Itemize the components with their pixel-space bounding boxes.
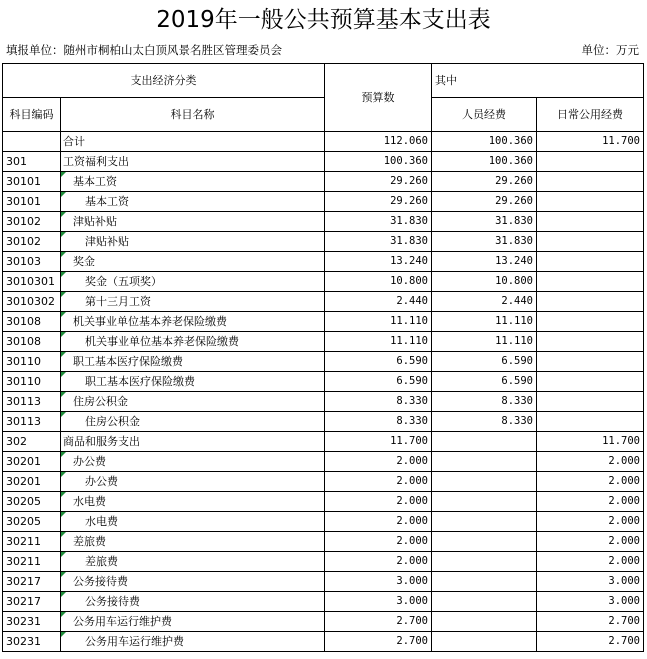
cell-budget: 29.260 (325, 192, 432, 212)
table-row (3, 452, 644, 472)
cell-personnel (432, 532, 537, 552)
header-budget: 预算数 (325, 64, 432, 132)
cell-name: 公务接待费 (61, 572, 325, 592)
cell-personnel: 8.330 (432, 412, 537, 432)
cell-code: 3010301 (3, 272, 61, 292)
cell-personnel: 100.360 (432, 152, 537, 172)
table-row (3, 252, 644, 272)
cell-name: 奖金（五项奖） (61, 272, 325, 292)
cell-public (537, 332, 644, 352)
header-name: 科目名称 (61, 98, 325, 132)
cell-code: 30231 (3, 612, 61, 632)
cell-code: 30211 (3, 552, 61, 572)
cell-budget: 31.830 (325, 212, 432, 232)
cell-name: 办公费 (61, 452, 325, 472)
cell-public (537, 412, 644, 432)
table-row (3, 492, 644, 512)
cell-name: 津贴补贴 (61, 232, 325, 252)
header-of-which: 其中 (432, 64, 644, 98)
cell-personnel: 11.110 (432, 332, 537, 352)
table-row (3, 592, 644, 612)
cell-budget: 112.060 (325, 132, 432, 152)
cell-personnel: 6.590 (432, 352, 537, 372)
cell-budget: 2.700 (325, 612, 432, 632)
cell-code: 30110 (3, 372, 61, 392)
table-row (3, 152, 644, 172)
cell-name: 住房公积金 (61, 392, 325, 412)
cell-personnel: 2.440 (432, 292, 537, 312)
cell-budget: 2.000 (325, 532, 432, 552)
cell-code: 301 (3, 152, 61, 172)
cell-public: 2.000 (537, 492, 644, 512)
cell-public: 2.000 (537, 552, 644, 572)
cell-code: 30103 (3, 252, 61, 272)
table-row (3, 352, 644, 372)
table-row (3, 292, 644, 312)
cell-code: 302 (3, 432, 61, 452)
cell-budget: 3.000 (325, 592, 432, 612)
cell-budget: 8.330 (325, 412, 432, 432)
header-personnel: 人员经费 (432, 98, 537, 132)
cell-personnel: 100.360 (432, 132, 537, 152)
cell-code: 30211 (3, 532, 61, 552)
cell-public: 2.000 (537, 472, 644, 492)
table-row (3, 172, 644, 192)
cell-budget: 10.800 (325, 272, 432, 292)
cell-budget: 2.700 (325, 632, 432, 652)
cell-public (537, 152, 644, 172)
cell-code: 30217 (3, 572, 61, 592)
cell-personnel: 29.260 (432, 192, 537, 212)
table-row (3, 512, 644, 532)
cell-personnel (432, 472, 537, 492)
cell-personnel (432, 592, 537, 612)
table-row (3, 552, 644, 572)
cell-personnel: 31.830 (432, 212, 537, 232)
header-public: 日常公用经费 (537, 98, 644, 132)
table-row (3, 312, 644, 332)
cell-public: 2.700 (537, 632, 644, 652)
cell-budget: 11.700 (325, 432, 432, 452)
cell-budget: 6.590 (325, 352, 432, 372)
header-code: 科目编码 (3, 98, 61, 132)
cell-public: 2.700 (537, 612, 644, 632)
cell-name: 基本工资 (61, 192, 325, 212)
cell-personnel: 11.110 (432, 312, 537, 332)
cell-budget: 2.000 (325, 472, 432, 492)
page-title: 2019年一般公共预算基本支出表 (156, 7, 491, 33)
cell-name: 商品和服务支出 (61, 432, 325, 452)
cell-personnel (432, 552, 537, 572)
cell-public: 2.000 (537, 532, 644, 552)
cell-code: 30110 (3, 352, 61, 372)
cell-public (537, 352, 644, 372)
cell-personnel (432, 492, 537, 512)
table-row (3, 612, 644, 632)
cell-public: 2.000 (537, 512, 644, 532)
cell-code: 30102 (3, 232, 61, 252)
table-row (3, 432, 644, 452)
cell-code: 30217 (3, 592, 61, 612)
cell-public (537, 392, 644, 412)
cell-personnel: 10.800 (432, 272, 537, 292)
table-row (3, 472, 644, 492)
cell-code: 3010302 (3, 292, 61, 312)
cell-name: 公务接待费 (61, 592, 325, 612)
currency-unit-label: 单位：万元 (581, 43, 639, 57)
cell-public (537, 312, 644, 332)
cell-code (3, 132, 61, 152)
cell-name: 住房公积金 (61, 412, 325, 432)
cell-public (537, 192, 644, 212)
cell-name: 职工基本医疗保险缴费 (61, 372, 325, 392)
cell-name: 公务用车运行维护费 (61, 612, 325, 632)
table-row (3, 272, 644, 292)
cell-budget: 2.000 (325, 452, 432, 472)
cell-public (537, 172, 644, 192)
cell-personnel (432, 612, 537, 632)
cell-personnel: 6.590 (432, 372, 537, 392)
cell-budget: 2.000 (325, 552, 432, 572)
table-row (3, 572, 644, 592)
cell-name: 机关事业单位基本养老保险缴费 (61, 312, 325, 332)
cell-name: 办公费 (61, 472, 325, 492)
cell-public: 3.000 (537, 572, 644, 592)
cell-code: 30101 (3, 172, 61, 192)
cell-name: 基本工资 (61, 172, 325, 192)
cell-name: 水电费 (61, 512, 325, 532)
cell-name: 机关事业单位基本养老保险缴费 (61, 332, 325, 352)
cell-code: 30101 (3, 192, 61, 212)
cell-name: 合计 (61, 132, 325, 152)
cell-personnel (432, 432, 537, 452)
cell-name: 奖金 (61, 252, 325, 272)
table-row (3, 392, 644, 412)
cell-public (537, 372, 644, 392)
cell-code: 30102 (3, 212, 61, 232)
table-row (3, 212, 644, 232)
cell-public: 3.000 (537, 592, 644, 612)
cell-code: 30205 (3, 512, 61, 532)
cell-personnel: 13.240 (432, 252, 537, 272)
table-row (3, 332, 644, 352)
cell-public (537, 252, 644, 272)
cell-budget: 31.830 (325, 232, 432, 252)
cell-personnel: 31.830 (432, 232, 537, 252)
table-row (3, 192, 644, 212)
cell-code: 30113 (3, 392, 61, 412)
cell-name: 水电费 (61, 492, 325, 512)
cell-name: 差旅费 (61, 532, 325, 552)
reporting-unit-label: 填报单位：随州市桐柏山太白顶风景名胜区管理委员会 (6, 43, 282, 57)
cell-code: 30108 (3, 332, 61, 352)
cell-budget: 11.110 (325, 312, 432, 332)
cell-personnel: 8.330 (432, 392, 537, 412)
cell-name: 职工基本医疗保险缴费 (61, 352, 325, 372)
table-row (3, 232, 644, 252)
table-row (3, 412, 644, 432)
cell-budget: 8.330 (325, 392, 432, 412)
cell-personnel (432, 512, 537, 532)
cell-code: 30201 (3, 472, 61, 492)
table-row (3, 372, 644, 392)
cell-name: 工资福利支出 (61, 152, 325, 172)
cell-name: 差旅费 (61, 552, 325, 572)
cell-personnel (432, 452, 537, 472)
table-row (3, 632, 644, 652)
cell-budget: 2.000 (325, 492, 432, 512)
cell-public (537, 212, 644, 232)
cell-public: 11.700 (537, 132, 644, 152)
cell-code: 30231 (3, 632, 61, 652)
header-econ-class: 支出经济分类 (3, 64, 325, 98)
cell-personnel (432, 572, 537, 592)
table-row (3, 132, 644, 152)
cell-public (537, 292, 644, 312)
cell-personnel (432, 632, 537, 652)
cell-budget: 100.360 (325, 152, 432, 172)
cell-budget: 2.440 (325, 292, 432, 312)
table-row (3, 532, 644, 552)
cell-code: 30108 (3, 312, 61, 332)
cell-budget: 2.000 (325, 512, 432, 532)
cell-budget: 11.110 (325, 332, 432, 352)
budget-table (2, 63, 644, 652)
cell-public: 2.000 (537, 452, 644, 472)
cell-name: 津贴补贴 (61, 212, 325, 232)
cell-personnel: 29.260 (432, 172, 537, 192)
cell-public (537, 232, 644, 252)
cell-public (537, 272, 644, 292)
cell-public: 11.700 (537, 432, 644, 452)
cell-name: 第十三月工资 (61, 292, 325, 312)
cell-budget: 3.000 (325, 572, 432, 592)
cell-budget: 6.590 (325, 372, 432, 392)
cell-name: 公务用车运行维护费 (61, 632, 325, 652)
cell-code: 30205 (3, 492, 61, 512)
cell-code: 30113 (3, 412, 61, 432)
cell-budget: 29.260 (325, 172, 432, 192)
cell-budget: 13.240 (325, 252, 432, 272)
cell-code: 30201 (3, 452, 61, 472)
